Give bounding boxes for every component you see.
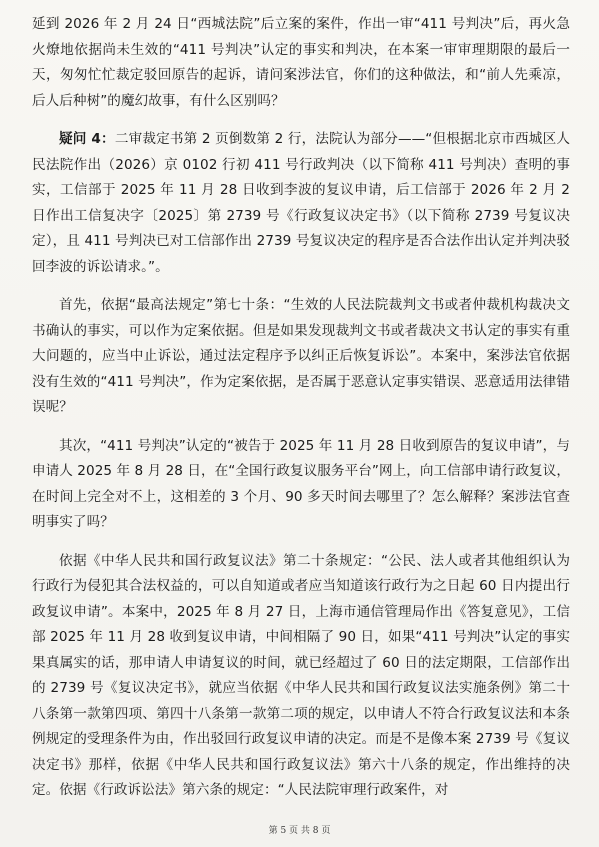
paragraph-legal-basis: 依据《中华人民共和国行政复议法》第二十条规定：“公民、法人或者其他组织认为行政行为侵犯其合法权益的，可以自知道或者应当知道该行政行为之日起 60 日内提出行政复议申请”。本案中，2025 年 8 月 27 日，上海市通信管理局作出《答复意见》，工信部 2025 年 11 月 28 收到复议申请，中间相隔了 90 日，如果“411 号判决”认定的事实果真属实的话，那申请人申请复议的时间，就已经超过了 60 日的法定期限，工信部作出的 2739 号《复议决定书》，就应当依据《中华人民共和国行政复议法实施条例》第二十八条第一款第四项、第四十八条第一款第二项的规定，以申请人不符合行政复议法和本条例规定的受理条件为由，作出驳回行政复议申请的决定。而是不是像本案 2739 号《复议决定书》那样，依据《中华人民共和国行政复议法》第六十八条的规定，作出维持的决定。依据《行政诉讼法》第六条的规定：“人民法院审理行政案件，对 [32, 552, 570, 798]
paragraph-first-point: 首先，依据“最高法规定”第七十条：“生效的人民法院裁判文书或者仲裁机构裁决文书确认的事实，可以作为定案依据。但是如果发现裁判文书或者裁决文书认定的事实有重大问题的，应当中止诉讼，通过法定程序予以纠正后恢复诉讼”。本案中，案涉法官依据没有生效的“411 号判决”，作为定案依据，是否属于恶意认定事实错误、恶意适用法律错误呢？ [32, 297, 570, 415]
question-4-text: 二审裁定书第 2 页倒数第 2 行，法院认为部分——“但根据北京市西城区人民法院作出（2026）京 0102 行初 411 号行政判决（以下简称 411 号判决）查明的事实，工信部于 2025 年 11 月 28 日收到李波的复议申请，后工信部于 2026 年 2 月 2 日作出工信复决字〔2025〕第 2739 号《行政复议决定书》（以下简称 2739 号复议决定），且 411 号判决已对工信部作出 2739 号复议决定的程序是否合法作出认定并判决驳回李波的诉讼请求。”。 [32, 131, 570, 275]
question-4-label: 疑问 4： [59, 131, 115, 147]
paragraph-continued: 延到 2026 年 2 月 24 日“西城法院”后立案的案件，作出一审“411 号判决”后，再火急火燎地依据尚未生效的“411 号判决”认定的事实和判决，在本案一审审理期限的最后一天，匆匆忙忙裁定驳回原告的起诉，请问案涉法官，你们的这种做法，和“前人先乘凉，后人后种树”的魔幻故事，有什么区别吗？ [32, 16, 570, 109]
document-body [32, 12, 570, 817]
paragraph-question-4 [32, 127, 570, 280]
page-number: 第 5 页 共 8 页 [268, 826, 331, 836]
paragraph-second-point: 其次，“411 号判决”认定的“被告于 2025 年 11 月 28 日收到原告的复议申请”，与申请人 2025 年 8 月 28 日，在“全国行政复议服务平台”网上，向工信部申请行政复议，在时间上完全对不上，这相差的 3 个月、90 多天时间去哪里了？怎么解释？案涉法官查明事实了吗？ [32, 437, 570, 530]
